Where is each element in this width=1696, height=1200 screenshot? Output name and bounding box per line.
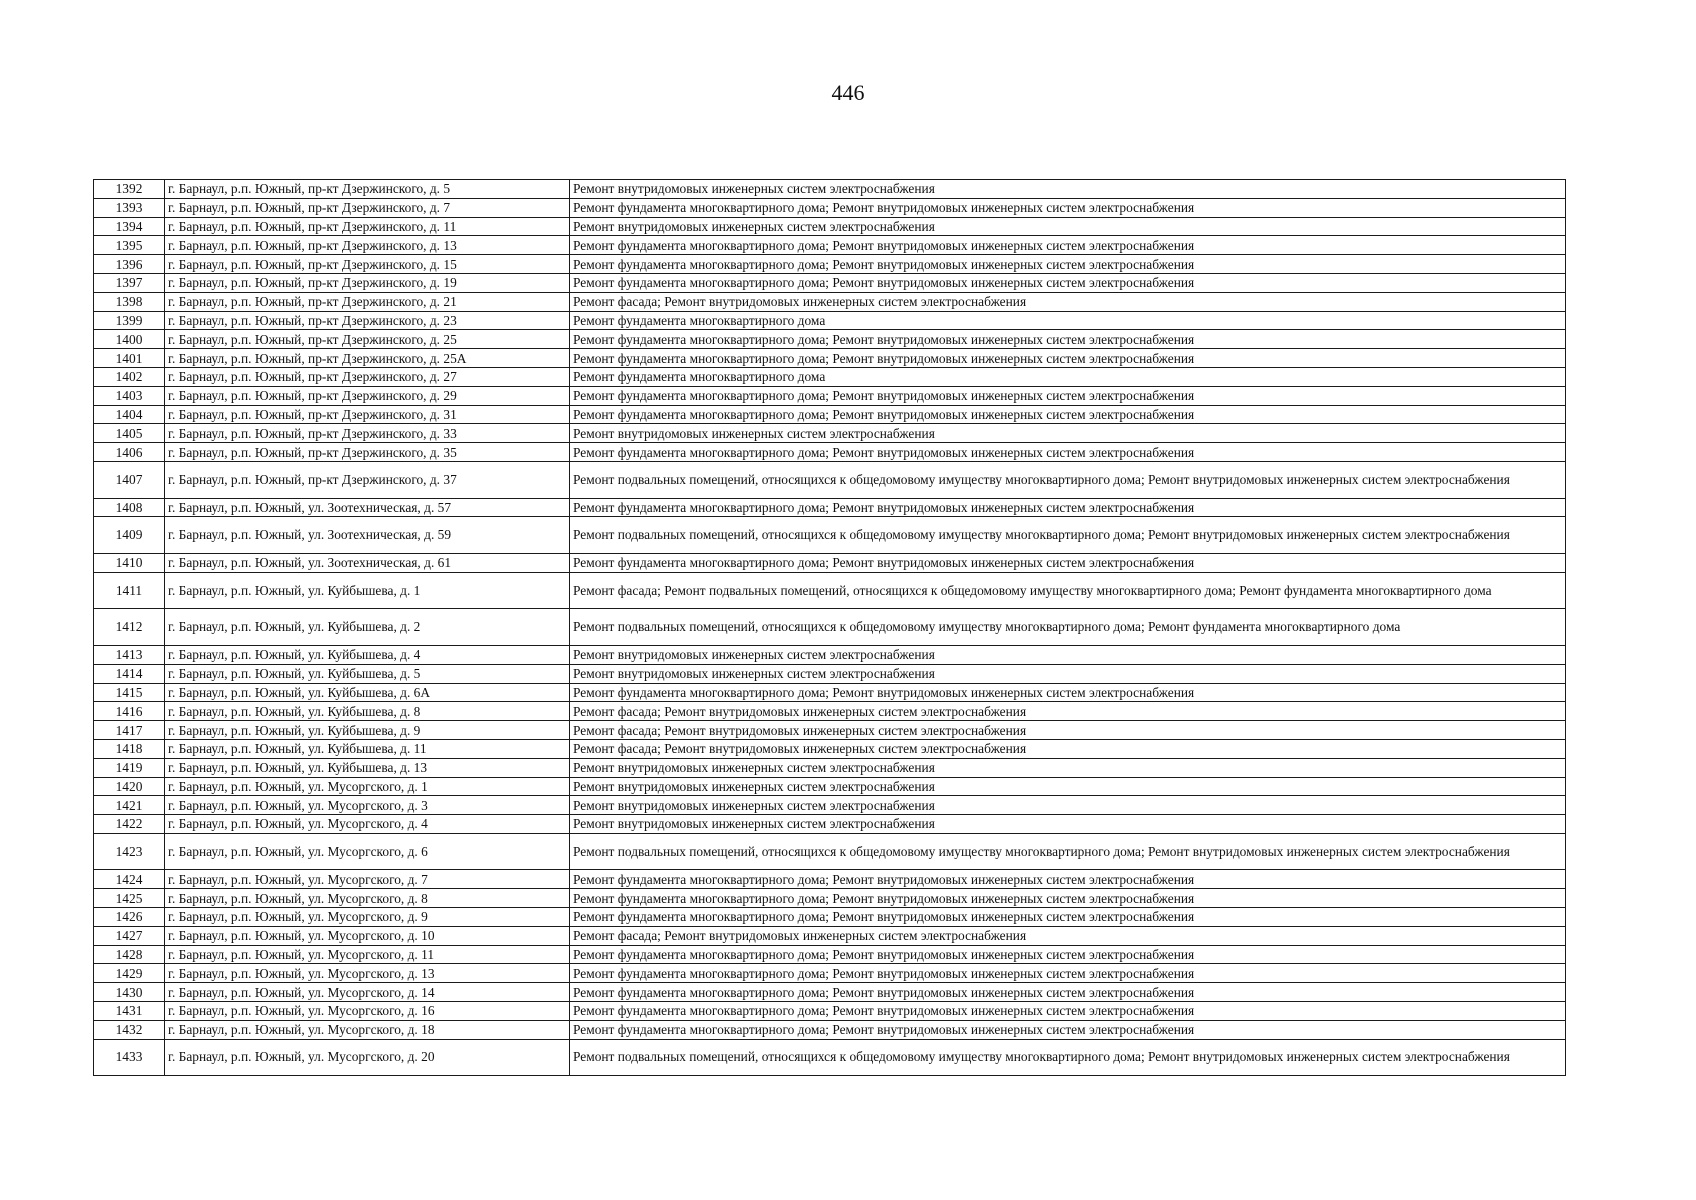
- table-row: [94, 815, 1566, 834]
- row-number-cell: 1408: [94, 498, 165, 517]
- address-cell: г. Барнаул, р.п. Южный, ул. Куйбышева, д. 9: [165, 721, 570, 740]
- row-number-cell: 1413: [94, 645, 165, 664]
- address-cell: г. Барнаул, р.п. Южный, ул. Зоотехническая, д. 61: [165, 553, 570, 572]
- row-number-cell: 1424: [94, 870, 165, 889]
- address-cell: г. Барнаул, р.п. Южный, ул. Мусоргского, д. 8: [165, 889, 570, 908]
- table-row: [94, 645, 1566, 664]
- table-row: [94, 498, 1566, 517]
- address-cell: г. Барнаул, р.п. Южный, пр-кт Дзержинского, д. 19: [165, 273, 570, 292]
- works-cell: Ремонт подвальных помещений, относящихся к общедомовому имуществу многоквартирного дома; Ремонт фундамента многоквартирного дома: [570, 609, 1566, 646]
- row-number-cell: 1432: [94, 1020, 165, 1039]
- table-row: [94, 553, 1566, 572]
- address-cell: г. Барнаул, р.п. Южный, пр-кт Дзержинского, д. 23: [165, 311, 570, 330]
- table-row: [94, 870, 1566, 889]
- table-row: [94, 292, 1566, 311]
- row-number-cell: 1410: [94, 553, 165, 572]
- row-number-cell: 1427: [94, 926, 165, 945]
- row-number-cell: 1396: [94, 255, 165, 274]
- table-row: [94, 405, 1566, 424]
- address-cell: г. Барнаул, р.п. Южный, пр-кт Дзержинского, д. 13: [165, 236, 570, 255]
- works-cell: Ремонт фундамента многоквартирного дома; Ремонт внутридомовых инженерных систем электроснабжения: [570, 273, 1566, 292]
- works-cell: Ремонт фундамента многоквартирного дома; Ремонт внутридомовых инженерных систем электроснабжения: [570, 236, 1566, 255]
- address-cell: г. Барнаул, р.п. Южный, ул. Мусоргского, д. 1: [165, 777, 570, 796]
- address-cell: г. Барнаул, р.п. Южный, пр-кт Дзержинского, д. 7: [165, 198, 570, 217]
- works-cell: Ремонт фундамента многоквартирного дома; Ремонт внутридомовых инженерных систем электроснабжения: [570, 443, 1566, 462]
- address-cell: г. Барнаул, р.п. Южный, ул. Мусоргского, д. 9: [165, 908, 570, 927]
- works-cell: Ремонт фундамента многоквартирного дома; Ремонт внутридомовых инженерных систем электроснабжения: [570, 330, 1566, 349]
- row-number-cell: 1414: [94, 664, 165, 683]
- table-row: [94, 833, 1566, 870]
- table-row: [94, 443, 1566, 462]
- address-cell: г. Барнаул, р.п. Южный, ул. Мусоргского, д. 7: [165, 870, 570, 889]
- row-number-cell: 1392: [94, 180, 165, 199]
- works-cell: Ремонт фундамента многоквартирного дома; Ремонт внутридомовых инженерных систем электроснабжения: [570, 983, 1566, 1002]
- row-number-cell: 1406: [94, 443, 165, 462]
- table-row: [94, 796, 1566, 815]
- address-cell: г. Барнаул, р.п. Южный, пр-кт Дзержинского, д. 11: [165, 217, 570, 236]
- address-cell: г. Барнаул, р.п. Южный, пр-кт Дзержинского, д. 37: [165, 461, 570, 498]
- address-cell: г. Барнаул, р.п. Южный, пр-кт Дзержинского, д. 5: [165, 180, 570, 199]
- works-cell: Ремонт фундамента многоквартирного дома; Ремонт внутридомовых инженерных систем электроснабжения: [570, 945, 1566, 964]
- table-row: [94, 964, 1566, 983]
- works-cell: Ремонт фундамента многоквартирного дома; Ремонт внутридомовых инженерных систем электроснабжения: [570, 386, 1566, 405]
- records-table: [93, 179, 1566, 1076]
- row-number-cell: 1430: [94, 983, 165, 1002]
- table-row: [94, 349, 1566, 368]
- works-cell: Ремонт внутридомовых инженерных систем электроснабжения: [570, 645, 1566, 664]
- works-cell: Ремонт внутридомовых инженерных систем электроснабжения: [570, 180, 1566, 199]
- works-cell: Ремонт фасада; Ремонт внутридомовых инженерных систем электроснабжения: [570, 739, 1566, 758]
- table-row: [94, 1002, 1566, 1021]
- works-cell: Ремонт внутридомовых инженерных систем электроснабжения: [570, 815, 1566, 834]
- address-cell: г. Барнаул, р.п. Южный, ул. Куйбышева, д. 11: [165, 739, 570, 758]
- row-number-cell: 1412: [94, 609, 165, 646]
- table-row: [94, 273, 1566, 292]
- table-row: [94, 367, 1566, 386]
- works-cell: Ремонт фундамента многоквартирного дома; Ремонт внутридомовых инженерных систем электроснабжения: [570, 1002, 1566, 1021]
- address-cell: г. Барнаул, р.п. Южный, пр-кт Дзержинского, д. 33: [165, 424, 570, 443]
- works-cell: Ремонт фундамента многоквартирного дома; Ремонт внутридомовых инженерных систем электроснабжения: [570, 964, 1566, 983]
- works-cell: Ремонт внутридомовых инженерных систем электроснабжения: [570, 217, 1566, 236]
- row-number-cell: 1403: [94, 386, 165, 405]
- address-cell: г. Барнаул, р.п. Южный, ул. Мусоргского, д. 13: [165, 964, 570, 983]
- row-number-cell: 1409: [94, 517, 165, 554]
- row-number-cell: 1420: [94, 777, 165, 796]
- table-row: [94, 1039, 1566, 1076]
- page-number: 446: [831, 80, 865, 105]
- row-number-cell: 1407: [94, 461, 165, 498]
- address-cell: г. Барнаул, р.п. Южный, ул. Зоотехническая, д. 59: [165, 517, 570, 554]
- works-cell: Ремонт фундамента многоквартирного дома; Ремонт внутридомовых инженерных систем электроснабжения: [570, 553, 1566, 572]
- row-number-cell: 1428: [94, 945, 165, 964]
- works-cell: Ремонт фундамента многоквартирного дома; Ремонт внутридомовых инженерных систем электроснабжения: [570, 683, 1566, 702]
- address-cell: г. Барнаул, р.п. Южный, пр-кт Дзержинского, д. 25: [165, 330, 570, 349]
- address-cell: г. Барнаул, р.п. Южный, пр-кт Дзержинского, д. 35: [165, 443, 570, 462]
- table-row: [94, 889, 1566, 908]
- row-number-cell: 1425: [94, 889, 165, 908]
- table-row: [94, 908, 1566, 927]
- row-number-cell: 1421: [94, 796, 165, 815]
- works-cell: Ремонт фундамента многоквартирного дома; Ремонт внутридомовых инженерных систем электроснабжения: [570, 198, 1566, 217]
- row-number-cell: 1418: [94, 739, 165, 758]
- row-number-cell: 1402: [94, 367, 165, 386]
- row-number-cell: 1411: [94, 572, 165, 609]
- works-cell: Ремонт фундамента многоквартирного дома; Ремонт внутридомовых инженерных систем электроснабжения: [570, 870, 1566, 889]
- row-number-cell: 1419: [94, 758, 165, 777]
- works-cell: Ремонт внутридомовых инженерных систем электроснабжения: [570, 777, 1566, 796]
- address-cell: г. Барнаул, р.п. Южный, пр-кт Дзержинского, д. 27: [165, 367, 570, 386]
- works-cell: Ремонт фасада; Ремонт внутридомовых инженерных систем электроснабжения: [570, 926, 1566, 945]
- table-row: [94, 198, 1566, 217]
- works-cell: Ремонт внутридомовых инженерных систем электроснабжения: [570, 758, 1566, 777]
- table-row: [94, 217, 1566, 236]
- works-cell: Ремонт фундамента многоквартирного дома; Ремонт внутридомовых инженерных систем электроснабжения: [570, 349, 1566, 368]
- works-cell: Ремонт фундамента многоквартирного дома: [570, 311, 1566, 330]
- works-cell: Ремонт подвальных помещений, относящихся к общедомовому имуществу многоквартирного дома; Ремонт внутридомовых инженерных систем электроснабжения: [570, 833, 1566, 870]
- row-number-cell: 1426: [94, 908, 165, 927]
- table-row: [94, 236, 1566, 255]
- works-cell: Ремонт фундамента многоквартирного дома; Ремонт внутридомовых инженерных систем электроснабжения: [570, 498, 1566, 517]
- works-cell: Ремонт внутридомовых инженерных систем электроснабжения: [570, 796, 1566, 815]
- works-cell: Ремонт фасада; Ремонт внутридомовых инженерных систем электроснабжения: [570, 292, 1566, 311]
- works-cell: Ремонт фундамента многоквартирного дома; Ремонт внутридомовых инженерных систем электроснабжения: [570, 908, 1566, 927]
- row-number-cell: 1398: [94, 292, 165, 311]
- row-number-cell: 1401: [94, 349, 165, 368]
- table-row: [94, 664, 1566, 683]
- works-cell: Ремонт фундамента многоквартирного дома: [570, 367, 1566, 386]
- address-cell: г. Барнаул, р.п. Южный, ул. Куйбышева, д. 1: [165, 572, 570, 609]
- address-cell: г. Барнаул, р.п. Южный, пр-кт Дзержинского, д. 21: [165, 292, 570, 311]
- row-number-cell: 1415: [94, 683, 165, 702]
- works-cell: Ремонт подвальных помещений, относящихся к общедомовому имуществу многоквартирного дома; Ремонт внутридомовых инженерных систем электроснабжения: [570, 1039, 1566, 1076]
- table-row: [94, 311, 1566, 330]
- address-cell: г. Барнаул, р.п. Южный, ул. Мусоргского, д. 11: [165, 945, 570, 964]
- works-cell: Ремонт фундамента многоквартирного дома; Ремонт внутридомовых инженерных систем электроснабжения: [570, 889, 1566, 908]
- works-cell: Ремонт фундамента многоквартирного дома; Ремонт внутридомовых инженерных систем электроснабжения: [570, 255, 1566, 274]
- row-number-cell: 1404: [94, 405, 165, 424]
- table-row: [94, 721, 1566, 740]
- address-cell: г. Барнаул, р.п. Южный, ул. Зоотехническая, д. 57: [165, 498, 570, 517]
- address-cell: г. Барнаул, р.п. Южный, пр-кт Дзержинского, д. 25А: [165, 349, 570, 368]
- row-number-cell: 1416: [94, 702, 165, 721]
- row-number-cell: 1423: [94, 833, 165, 870]
- table-row: [94, 461, 1566, 498]
- table-row: [94, 572, 1566, 609]
- row-number-cell: 1400: [94, 330, 165, 349]
- address-cell: г. Барнаул, р.п. Южный, ул. Мусоргского, д. 4: [165, 815, 570, 834]
- row-number-cell: 1399: [94, 311, 165, 330]
- address-cell: г. Барнаул, р.п. Южный, ул. Куйбышева, д. 8: [165, 702, 570, 721]
- table-row: [94, 702, 1566, 721]
- table-row: [94, 983, 1566, 1002]
- row-number-cell: 1397: [94, 273, 165, 292]
- address-cell: г. Барнаул, р.п. Южный, ул. Куйбышева, д. 4: [165, 645, 570, 664]
- table-row: [94, 255, 1566, 274]
- works-cell: Ремонт фундамента многоквартирного дома; Ремонт внутридомовых инженерных систем электроснабжения: [570, 1020, 1566, 1039]
- address-cell: г. Барнаул, р.п. Южный, пр-кт Дзержинского, д. 29: [165, 386, 570, 405]
- table-row: [94, 758, 1566, 777]
- row-number-cell: 1394: [94, 217, 165, 236]
- works-cell: Ремонт подвальных помещений, относящихся к общедомовому имуществу многоквартирного дома; Ремонт внутридомовых инженерных систем электроснабжения: [570, 461, 1566, 498]
- address-cell: г. Барнаул, р.п. Южный, пр-кт Дзержинского, д. 31: [165, 405, 570, 424]
- records-table-body: [94, 180, 1566, 1076]
- works-cell: Ремонт внутридомовых инженерных систем электроснабжения: [570, 664, 1566, 683]
- address-cell: г. Барнаул, р.п. Южный, ул. Мусоргского, д. 10: [165, 926, 570, 945]
- table-row: [94, 180, 1566, 199]
- works-cell: Ремонт фундамента многоквартирного дома; Ремонт внутридомовых инженерных систем электроснабжения: [570, 405, 1566, 424]
- table-row: [94, 777, 1566, 796]
- table-row: [94, 424, 1566, 443]
- row-number-cell: 1431: [94, 1002, 165, 1021]
- table-row: [94, 1020, 1566, 1039]
- address-cell: г. Барнаул, р.п. Южный, ул. Мусоргского, д. 20: [165, 1039, 570, 1076]
- address-cell: г. Барнаул, р.п. Южный, ул. Мусоргского, д. 18: [165, 1020, 570, 1039]
- works-cell: Ремонт фасада; Ремонт внутридомовых инженерных систем электроснабжения: [570, 702, 1566, 721]
- address-cell: г. Барнаул, р.п. Южный, пр-кт Дзержинского, д. 15: [165, 255, 570, 274]
- address-cell: г. Барнаул, р.п. Южный, ул. Мусоргского, д. 6: [165, 833, 570, 870]
- address-cell: г. Барнаул, р.п. Южный, ул. Мусоргского, д. 16: [165, 1002, 570, 1021]
- row-number-cell: 1417: [94, 721, 165, 740]
- table-row: [94, 739, 1566, 758]
- row-number-cell: 1422: [94, 815, 165, 834]
- works-cell: Ремонт внутридомовых инженерных систем электроснабжения: [570, 424, 1566, 443]
- row-number-cell: 1405: [94, 424, 165, 443]
- row-number-cell: 1393: [94, 198, 165, 217]
- address-cell: г. Барнаул, р.п. Южный, ул. Мусоргского, д. 14: [165, 983, 570, 1002]
- table-row: [94, 609, 1566, 646]
- table-row: [94, 330, 1566, 349]
- table-row: [94, 926, 1566, 945]
- address-cell: г. Барнаул, р.п. Южный, ул. Куйбышева, д. 6А: [165, 683, 570, 702]
- table-row: [94, 683, 1566, 702]
- row-number-cell: 1395: [94, 236, 165, 255]
- works-cell: Ремонт фасада; Ремонт подвальных помещений, относящихся к общедомовому имуществу многоквартирного дома; Ремонт фундамента многоквартирного дома: [570, 572, 1566, 609]
- address-cell: г. Барнаул, р.п. Южный, ул. Мусоргского, д. 3: [165, 796, 570, 815]
- works-cell: Ремонт фасада; Ремонт внутридомовых инженерных систем электроснабжения: [570, 721, 1566, 740]
- row-number-cell: 1433: [94, 1039, 165, 1076]
- table-row: [94, 945, 1566, 964]
- address-cell: г. Барнаул, р.п. Южный, ул. Куйбышева, д. 13: [165, 758, 570, 777]
- table-row: [94, 517, 1566, 554]
- table-row: [94, 386, 1566, 405]
- row-number-cell: 1429: [94, 964, 165, 983]
- address-cell: г. Барнаул, р.п. Южный, ул. Куйбышева, д. 5: [165, 664, 570, 683]
- address-cell: г. Барнаул, р.п. Южный, ул. Куйбышева, д. 2: [165, 609, 570, 646]
- works-cell: Ремонт подвальных помещений, относящихся к общедомовому имуществу многоквартирного дома; Ремонт внутридомовых инженерных систем электроснабжения: [570, 517, 1566, 554]
